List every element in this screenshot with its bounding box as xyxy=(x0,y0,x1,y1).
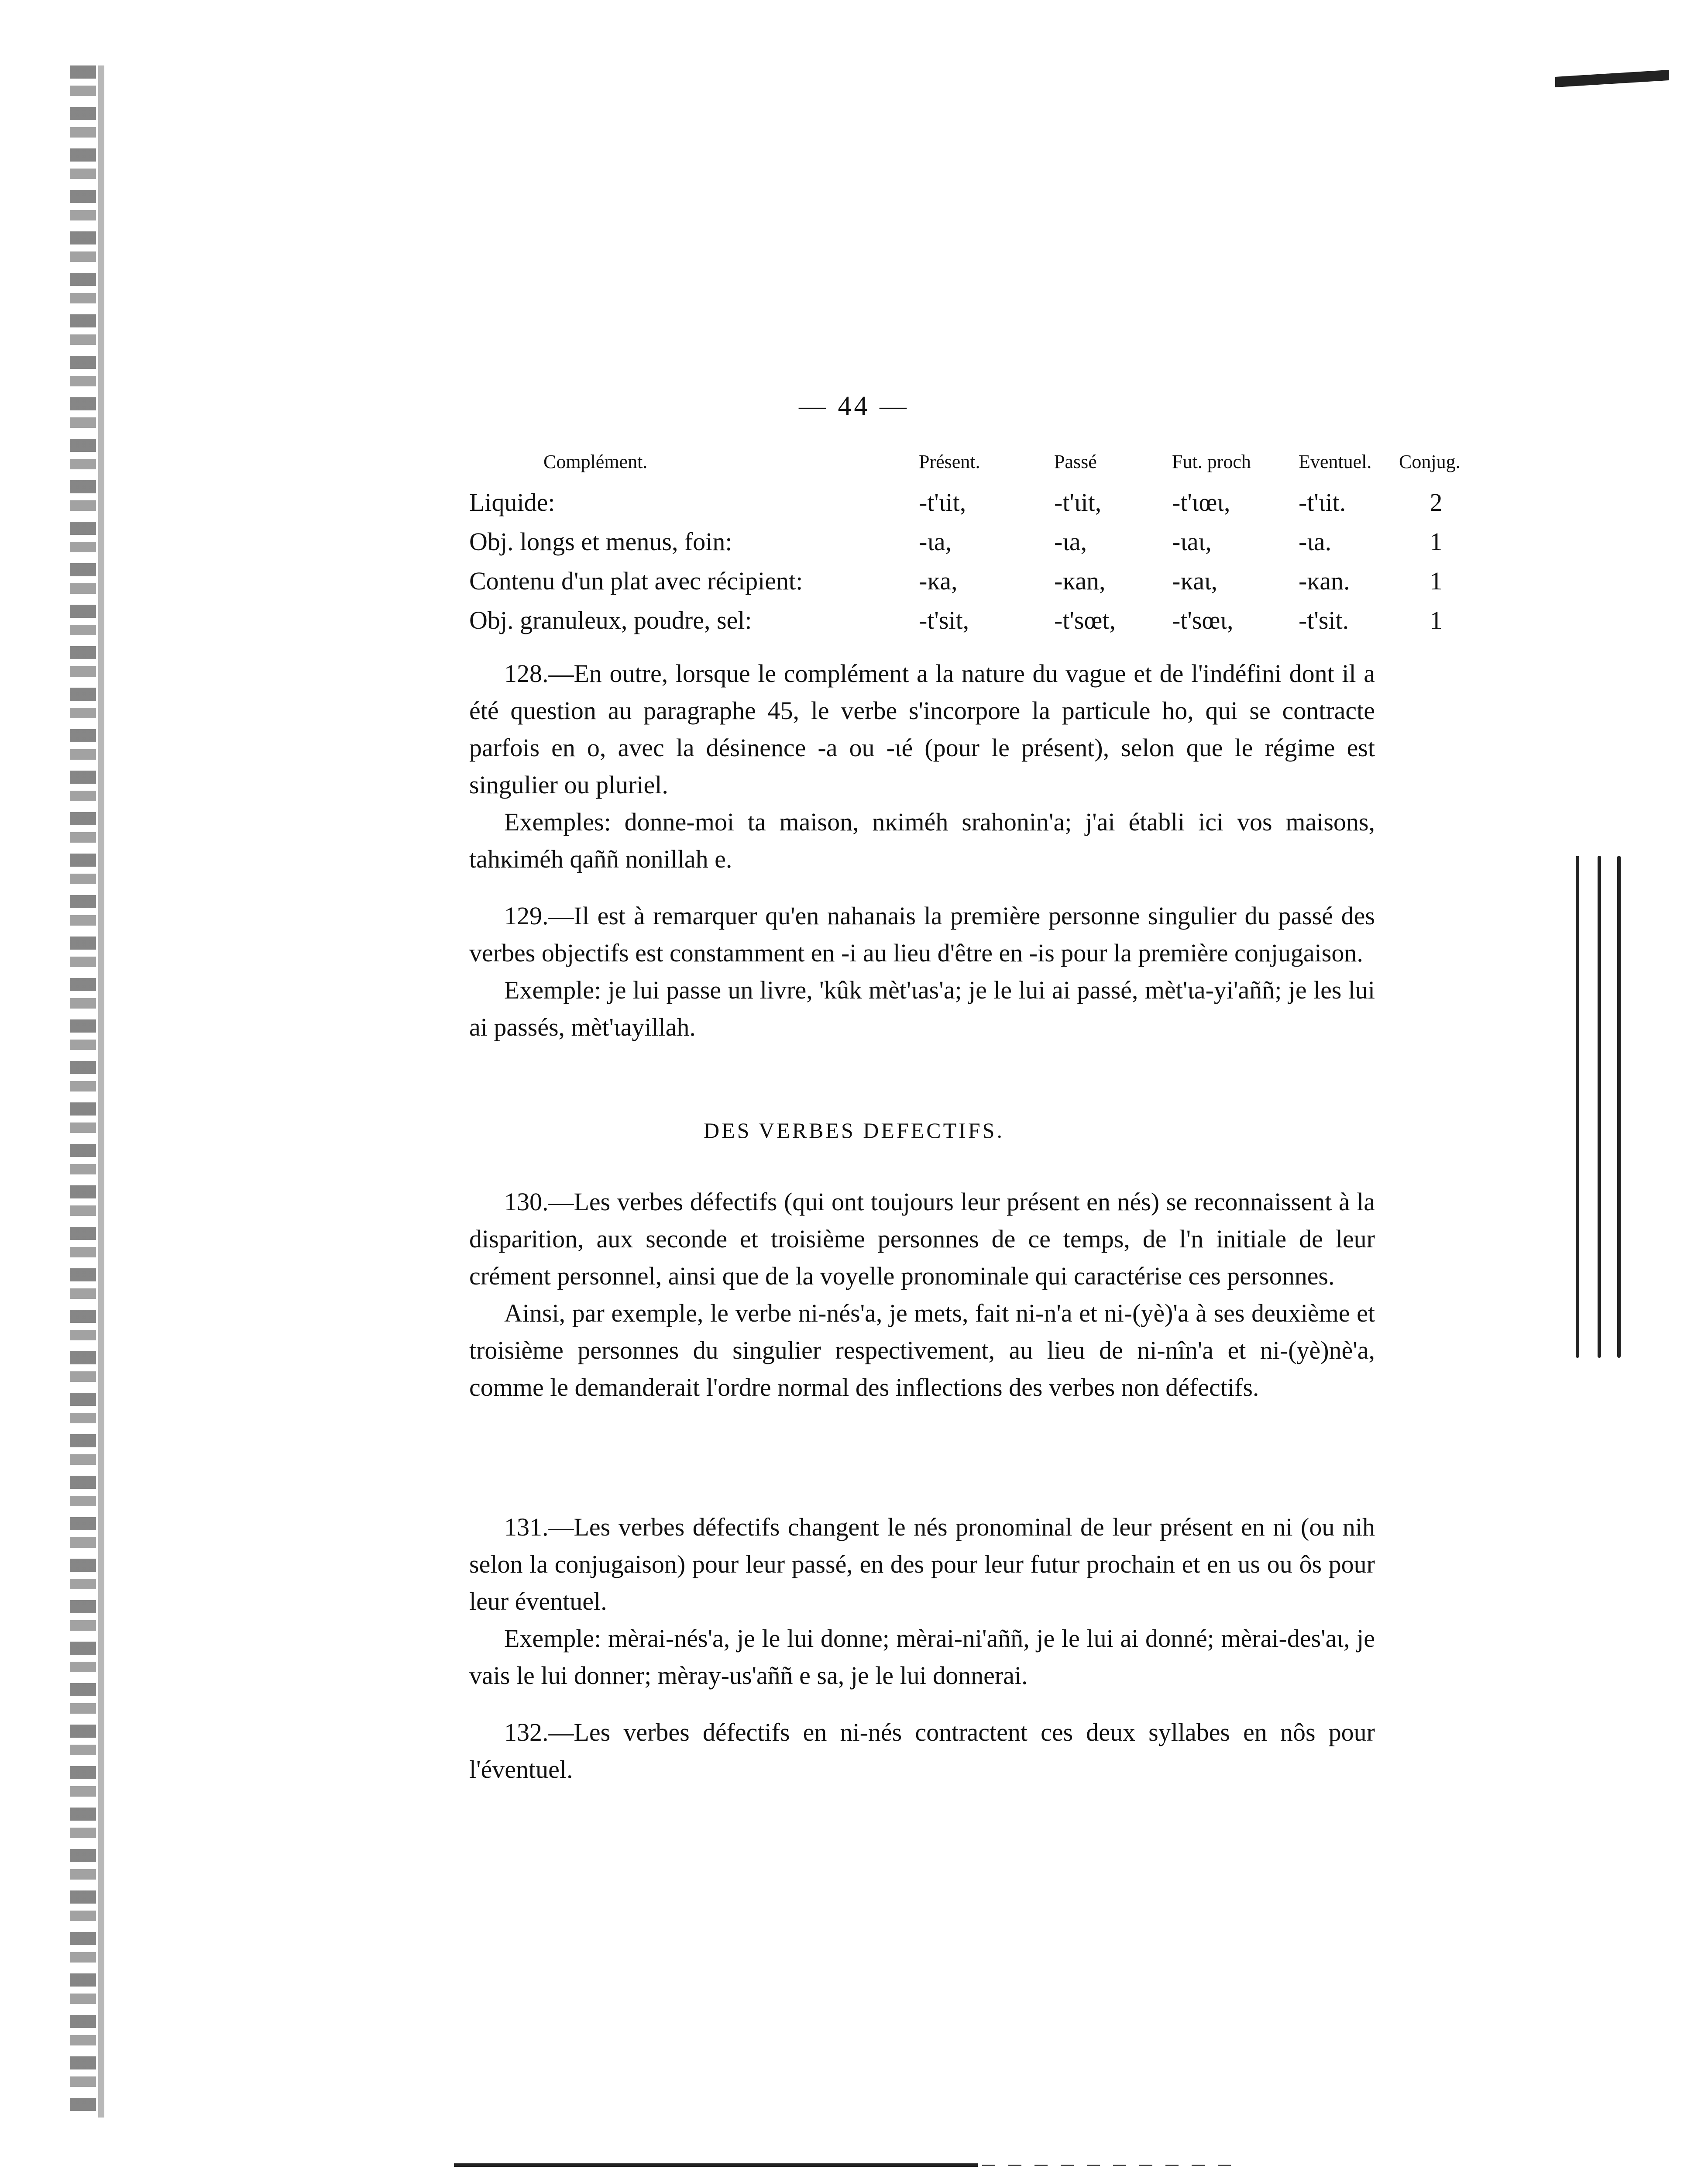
table-cell: -ĸan. xyxy=(1299,566,1350,595)
paragraph-text: 129.—Il est à remarquer qu'en nahanais la première personne singulier du passé des verbes objectifs est constamment en -i au lieu d'être en -is pour la première conjugaison. xyxy=(469,902,1375,967)
paragraph-130 xyxy=(469,1183,1375,1406)
table-row xyxy=(469,522,1473,561)
scan-binding-edge xyxy=(98,65,104,2118)
table-cell: -t'ɩit, xyxy=(919,488,966,516)
table-cell: -ĸa, xyxy=(919,566,958,595)
table-header: Conjug. xyxy=(1399,451,1461,472)
table-cell: -t'sœt, xyxy=(1054,606,1116,634)
scan-binding-shadow xyxy=(70,65,96,2118)
table-row xyxy=(469,600,1473,640)
table-header: Présent. xyxy=(919,451,980,472)
table-cell: -t'ɩit, xyxy=(1054,488,1102,516)
table-cell: -ĸan, xyxy=(1054,566,1106,595)
table-cell: -ɩa, xyxy=(1054,527,1087,556)
paragraph-132 xyxy=(469,1714,1375,1788)
table-row xyxy=(469,561,1473,600)
table-cell: Obj. longs et menus, foin: xyxy=(469,527,732,556)
conjugation-table xyxy=(469,441,1473,640)
page-number: — 44 — xyxy=(799,391,909,421)
paragraph-text: 130.—Les verbes défectifs (qui ont toujours leur présent en nés) se reconnaissent à la disparition, aux seconde et troisième personnes de ce temps, de l'n initiale de leur crément personnel, ainsi que de la voyelle pronominale qui caractérise ces personnes. xyxy=(469,1188,1375,1290)
table-header: Fut. proch xyxy=(1172,451,1251,472)
table-cell: Contenu d'un plat avec récipient: xyxy=(469,566,803,595)
table-row xyxy=(469,482,1473,522)
scan-bottom-dashes xyxy=(982,2165,1244,2166)
table-cell: 1 xyxy=(1430,566,1443,595)
scan-bottom-line xyxy=(454,2163,978,2167)
table-header: Passé xyxy=(1054,451,1097,472)
paragraph-text: 128.—En outre, lorsque le complément a la nature du vague et de l'indéfini dont il a été question au paragraphe 45, le verbe s'incorpore la particule ho, qui se contracte parfois en o, avec la désinence -a ou -ɩé (pour le présent), selon que le régime est singulier ou pluriel. xyxy=(469,659,1375,799)
paragraph-128 xyxy=(469,655,1375,878)
paragraph-example: Exemples: donne-moi ta maison, nĸiméh srahonin'a; j'ai établi ici vos maisons, tahĸiméh qaññ nonillah e. xyxy=(469,808,1375,873)
table-cell: -t'ɩœɩ, xyxy=(1172,488,1230,516)
paragraph-example: Ainsi, par exemple, le verbe ni-nés'a, je mets, fait ni-n'a et ni-(yè)'a à ses deuxième et troisième personnes du singulier respectivement, au lieu de ni-nîn'a et ni-(yè)nè'a, comme le demanderait l'ordre normal des inflections des verbes non défectifs. xyxy=(469,1299,1375,1401)
table-cell: Obj. granuleux, poudre, sel: xyxy=(469,606,752,634)
table-cell: -ɩa, xyxy=(919,527,952,556)
table-cell: -t'sit, xyxy=(919,606,969,634)
paragraph-example: Exemple: je lui passe un livre, 'kûk mèt'ɩas'a; je le lui ai passé, mèt'ɩa-yi'aññ; je les lui ai passés, mèt'ɩayillah. xyxy=(469,976,1375,1041)
table-cell: Liquide: xyxy=(469,488,555,516)
table-cell: -t'ɩit. xyxy=(1299,488,1346,516)
table-header: Eventuel. xyxy=(1299,451,1372,472)
table-cell: 2 xyxy=(1430,488,1443,516)
table-cell: -t'sit. xyxy=(1299,606,1349,634)
table-cell: -ɩa. xyxy=(1299,527,1332,556)
paragraph-131 xyxy=(469,1508,1375,1694)
table-header-row xyxy=(469,441,1473,482)
table-cell: 1 xyxy=(1430,527,1443,556)
table-cell: 1 xyxy=(1430,606,1443,634)
paragraph-text: 131.—Les verbes défectifs changent le nés pronominal de leur présent en ni (ou nih selon la conjugaison) pour leur passé, en des pour leur futur prochain et en us ou ôs pour leur éventuel. xyxy=(469,1513,1375,1615)
paragraph-129 xyxy=(469,897,1375,1046)
scan-margin-marks xyxy=(1571,856,1624,1358)
scan-corner-mark xyxy=(1555,70,1669,87)
paragraph-text: 132.—Les verbes défectifs en ni-nés contractent ces deux syllabes en nôs pour l'éventuel. xyxy=(469,1718,1375,1784)
paragraph-example: Exemple: mèrai-nés'a, je le lui donne; mèrai-ni'aññ, je le lui ai donné; mèrai-des'aɩ, je vais le lui donner; mèray-us'aññ e sa, je le lui donnerai. xyxy=(469,1624,1375,1690)
table-cell: -t'sœɩ, xyxy=(1172,606,1234,634)
section-heading: DES VERBES DEFECTIFS. xyxy=(704,1118,1004,1143)
table-cell: -ĸaɩ, xyxy=(1172,566,1218,595)
table-header: Complément. xyxy=(543,451,648,472)
table-cell: -ɩaɩ, xyxy=(1172,527,1212,556)
